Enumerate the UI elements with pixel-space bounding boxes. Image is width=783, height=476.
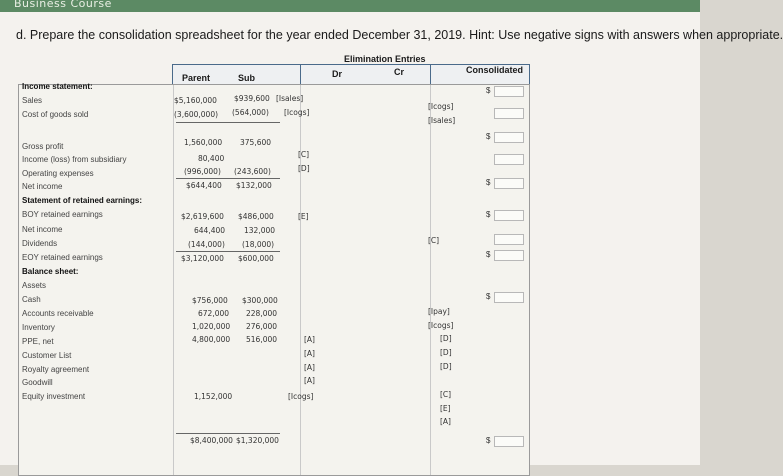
ppe-cr[interactable]: [D] — [440, 334, 452, 343]
income-sub-label: Income (loss) from subsidiary — [22, 155, 127, 164]
eoy-re-consolidated-input[interactable] — [494, 250, 524, 261]
sales-consolidated-dollar: $ — [486, 86, 491, 95]
sales-sub-note: [Isales] — [276, 94, 304, 103]
sales-cr[interactable]: [Icogs] — [428, 102, 454, 111]
rule — [176, 433, 280, 434]
divider — [173, 85, 174, 475]
rule — [176, 178, 280, 179]
divider — [300, 85, 301, 475]
balance-sheet-heading: Balance sheet: — [22, 267, 79, 276]
royalty-cr[interactable]: [D] — [440, 362, 452, 371]
dividends-label: Dividends — [22, 239, 58, 248]
ni2-sub: 132,000 — [244, 226, 276, 235]
ni-sub: $132,000 — [236, 181, 272, 190]
ppe-sub: 516,000 — [246, 335, 278, 344]
cash-sub: $300,000 — [242, 296, 278, 305]
total-consolidated-input[interactable] — [494, 436, 524, 447]
eoy-re-sub: $600,000 — [238, 254, 274, 263]
gp-consolidated-dollar: $ — [486, 132, 491, 141]
sales-consolidated-input[interactable] — [494, 86, 524, 97]
opex-label: Operating expenses — [22, 169, 94, 178]
total-sub: $1,320,000 — [236, 436, 279, 445]
cash-label: Cash — [22, 295, 41, 304]
question-text: d. Prepare the consolidation spreadsheet for the year ended December 31, 2019. Hint: Use negative signs with answers when appropriate. — [16, 28, 783, 42]
ni2-label: Net income — [22, 225, 63, 234]
dr-column-header: Dr — [332, 69, 343, 79]
inventory-label: Inventory — [22, 323, 55, 332]
eoy-re-parent: $3,120,000 — [181, 254, 224, 263]
ppe-parent: 4,800,000 — [192, 335, 231, 344]
dividends-parent: (144,000) — [188, 240, 225, 249]
royalty-label: Royalty agreement — [22, 365, 90, 374]
equity-cr-e[interactable]: [E] — [440, 404, 451, 413]
tab-title: Business Course — [14, 0, 112, 10]
consolidated-column-header: Consolidated — [466, 65, 524, 75]
elimination-entries-header: Elimination Entries — [344, 54, 426, 64]
equity-cr-a[interactable]: [A] — [440, 417, 451, 426]
boy-re-parent: $2,619,600 — [181, 212, 224, 221]
cogs-consolidated-input[interactable] — [494, 108, 524, 119]
gross-profit-label: Gross profit — [22, 142, 64, 151]
customer-cr[interactable]: [D] — [440, 348, 452, 357]
equity-parent: 1,152,000 — [194, 392, 233, 401]
rule — [176, 122, 280, 123]
equity-investment-label: Equity investment — [22, 392, 86, 401]
worksheet-page — [0, 12, 783, 465]
assets-label: Assets — [22, 281, 47, 290]
divider — [430, 85, 431, 475]
ni-consolidated-input[interactable] — [494, 178, 524, 189]
consolidation-table — [18, 84, 530, 476]
goodwill-label: Goodwill — [22, 378, 53, 387]
customer-list-label: Customer List — [22, 351, 72, 360]
inventory-cr[interactable]: [Icogs] — [428, 321, 454, 330]
elimination-header — [300, 64, 432, 86]
ppe-dr[interactable]: [A] — [304, 335, 315, 344]
sales-label: Sales — [22, 96, 43, 105]
gp-consolidated-input[interactable] — [494, 132, 524, 143]
royalty-dr[interactable]: [A] — [304, 363, 315, 372]
cr-column-header: Cr — [394, 67, 405, 77]
sub-column-header: Sub — [238, 73, 255, 83]
browser-tab-strip — [0, 0, 700, 12]
cash-parent: $756,000 — [192, 296, 228, 305]
boy-re-label: BOY retained earnings — [22, 210, 103, 219]
income-sub-consolidated-input[interactable] — [494, 154, 524, 165]
boy-re-dr[interactable]: [E] — [298, 212, 309, 221]
cogs-sub: (564,000) — [232, 108, 269, 117]
customer-dr[interactable]: [A] — [304, 349, 315, 358]
cash-consolidated-input[interactable] — [494, 292, 524, 303]
cogs-parent: (3,600,000) — [174, 110, 219, 119]
gp-parent: 1,560,000 — [184, 138, 223, 147]
income-statement-heading: Income statement: — [22, 82, 93, 91]
net-income-label: Net income — [22, 182, 63, 191]
parent-column-header: Parent — [182, 73, 211, 83]
boy-re-sub: $486,000 — [238, 212, 274, 221]
cogs-sub-note: [Icogs] — [284, 108, 310, 117]
boy-re-consolidated-dollar: $ — [486, 210, 491, 219]
inventory-sub: 276,000 — [246, 322, 278, 331]
equity-dr[interactable]: [Icogs] — [288, 392, 314, 401]
equity-cr-c[interactable]: [C] — [440, 390, 452, 399]
inventory-parent: 1,020,000 — [192, 322, 231, 331]
ni-parent: $644,400 — [186, 181, 222, 190]
rule — [176, 251, 280, 252]
ni-consolidated-dollar: $ — [486, 178, 491, 187]
cogs-label: Cost of goods sold — [22, 110, 89, 119]
cash-consolidated-dollar: $ — [486, 292, 491, 301]
income-sub-parent: 80,400 — [198, 154, 225, 163]
opex-parent: (996,000) — [184, 167, 221, 176]
total-consolidated-dollar: $ — [486, 436, 491, 445]
cogs-cr[interactable]: [Isales] — [428, 116, 456, 125]
dividends-sub: (18,000) — [242, 240, 275, 249]
ppe-label: PPE, net — [22, 337, 54, 346]
ar-cr[interactable]: [Ipay] — [428, 307, 450, 316]
total-parent: $8,400,000 — [190, 436, 233, 445]
ar-parent: 672,000 — [198, 309, 230, 318]
income-sub-dr[interactable]: [C] — [298, 150, 310, 159]
retained-earnings-heading: Statement of retained earnings: — [22, 196, 143, 205]
eoy-re-consolidated-dollar: $ — [486, 250, 491, 259]
opex-sub: (243,600) — [234, 167, 271, 176]
dividends-cr[interactable]: [C] — [428, 236, 440, 245]
sales-parent: $5,160,000 — [174, 96, 217, 105]
ar-label: Accounts receivable — [22, 309, 94, 318]
dividends-consolidated-input[interactable] — [494, 234, 524, 245]
boy-re-consolidated-input[interactable] — [494, 210, 524, 221]
ni2-parent: 644,400 — [194, 226, 226, 235]
opex-dr[interactable]: [D] — [298, 164, 310, 173]
goodwill-dr[interactable]: [A] — [304, 376, 315, 385]
ar-sub: 228,000 — [246, 309, 278, 318]
eoy-re-label: EOY retained earnings — [22, 253, 103, 262]
gp-sub: 375,600 — [240, 138, 272, 147]
sales-sub: $939,600 — [234, 94, 270, 103]
